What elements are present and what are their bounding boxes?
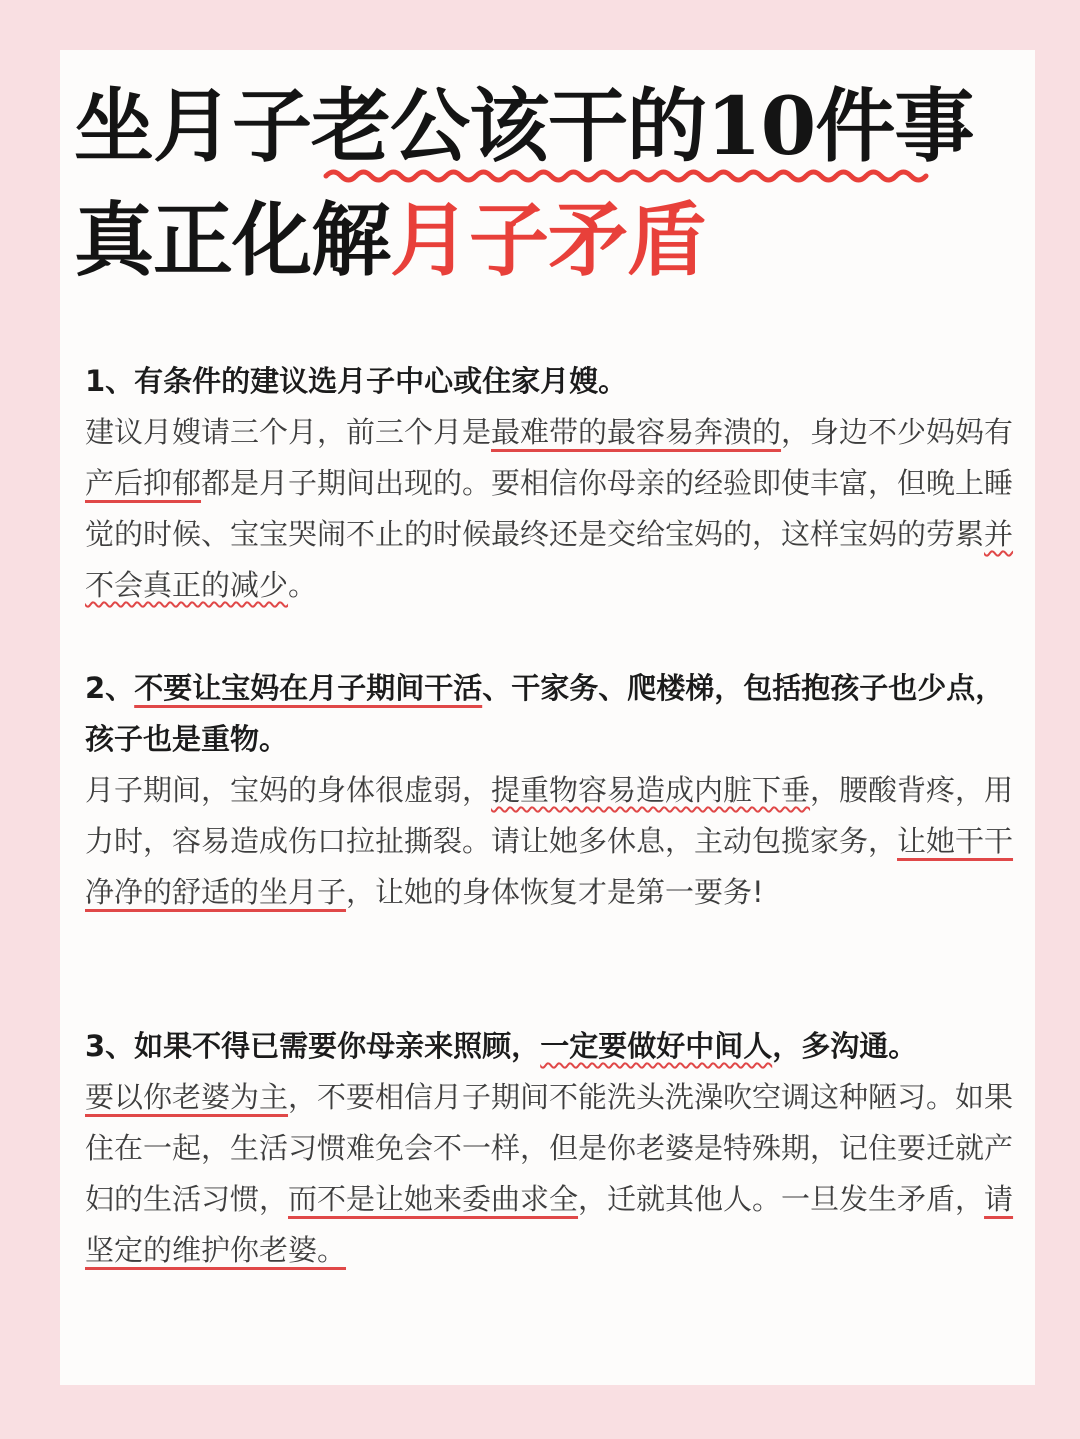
s3-text-a: ，不要相信月子期间不能洗头洗澡吹空调这种陋习。如果住在一起，生活习惯难免会不一样，但是你老婆是特殊期，记住要迁就产妇的生活习惯， (85, 1080, 1014, 1216)
section-2-heading (85, 663, 1020, 765)
page-title-line2 (74, 192, 706, 288)
s1-underline-a: 最难带的最容易奔溃的 (491, 415, 782, 449)
s3-head-a: 3、如果不得已需要你母亲来照顾， (85, 1029, 541, 1063)
section-3-heading (85, 1021, 1020, 1072)
section-1-heading: 1、有条件的建议选月子中心或住家月嫂。 (85, 364, 628, 398)
title-wavy-underline (322, 164, 937, 188)
s3-head-wavy: 一定要做好中间人 (540, 1029, 773, 1063)
section-3 (85, 1021, 1020, 1276)
s2-wavy-a: 提重物容易造成内脏下垂 (491, 773, 811, 807)
s1-wavy-a: 并不会真正的减少 (85, 517, 1014, 602)
s2-text-a: 月子期间，宝妈的身体很虚弱， (85, 773, 492, 807)
s1-underline-b: 产后抑郁 (85, 466, 202, 500)
s1-text-c: 都是月子期间出现的。要相信你母亲的经验即使丰富，但晚上睡觉的时候、宝宝哭闹不止的时候最终还是交给宝妈的，这样宝妈的劳累 (85, 466, 1014, 551)
s3-underline-c: 请坚定的维护你老婆。 (85, 1182, 1014, 1267)
s2-head-a: 2、 (85, 671, 135, 705)
section-1-body (85, 407, 1020, 611)
s1-text-d: 。 (288, 568, 318, 602)
s3-underline-b: 而不是让她来委曲求全 (288, 1182, 579, 1216)
page-title-line1: 坐月子老公该干的10件事 (74, 79, 974, 173)
s2-text-c: ，让她的身体恢复才是第一要务! (346, 875, 764, 909)
section-2-body (85, 765, 1020, 918)
s2-head-b: 、干家务、爬楼梯，包括抱孩子也少点，孩子也是重物。 (85, 671, 1005, 756)
s2-underline-a: 让她干干净净的舒适的坐月子 (85, 824, 1014, 909)
title-line2-highlight: 月子矛盾 (390, 193, 706, 287)
s3-underline-a: 要以你老婆为主 (85, 1080, 289, 1114)
section-2 (85, 663, 1020, 918)
title-line2-plain: 真正化解 (74, 193, 390, 287)
s3-head-b: ，多沟通。 (772, 1029, 918, 1063)
section-3-body (85, 1072, 1020, 1276)
s1-text-b: ，身边不少妈妈有 (781, 415, 1014, 449)
section-1 (85, 356, 1020, 611)
s1-text-a: 建议月嫂请三个月，前三个月是 (85, 415, 492, 449)
s2-text-b: ，腰酸背疼，用力时，容易造成伤口拉扯撕裂。请让她多休息，主动包揽家务， (85, 773, 1014, 858)
s3-text-b: ，迁就其他人。一旦发生矛盾， (578, 1182, 985, 1216)
s2-head-underline: 不要让宝妈在月子期间干活 (134, 671, 483, 705)
